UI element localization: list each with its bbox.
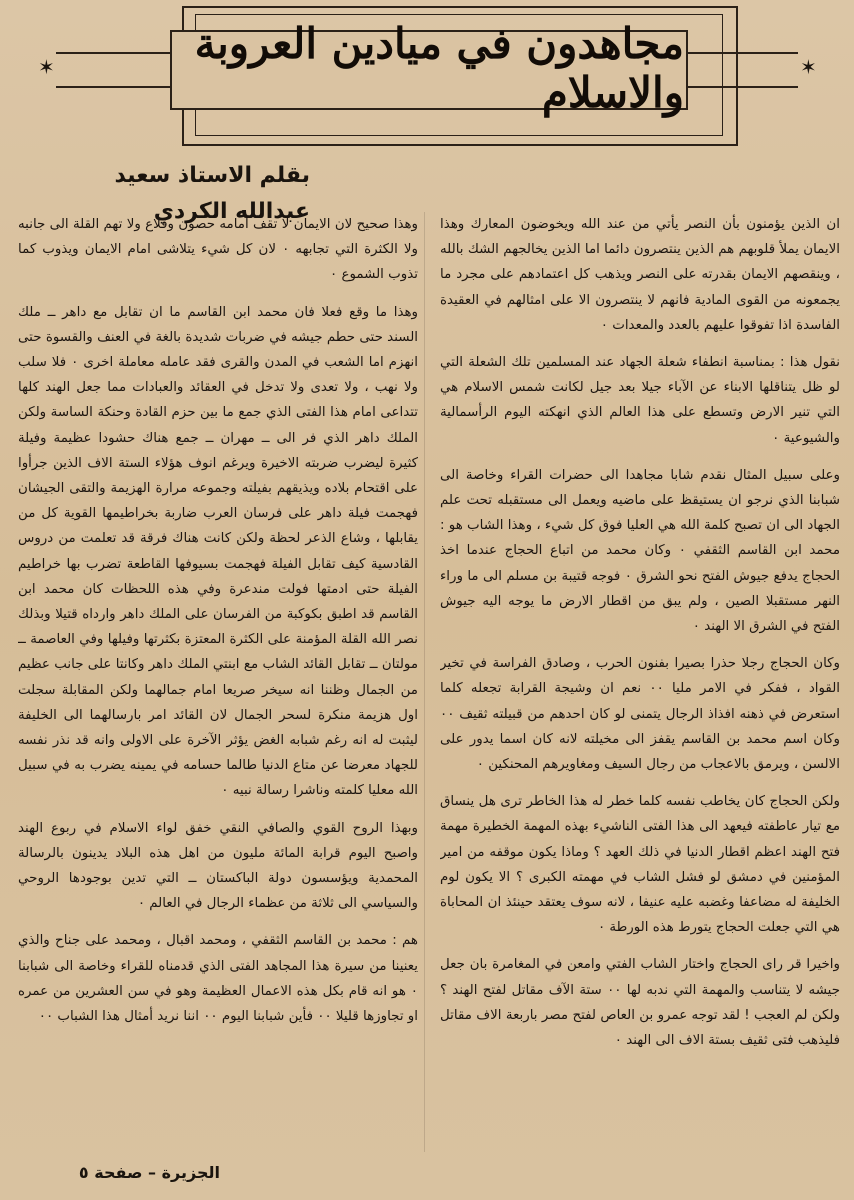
paragraph: وعلى سبيل المثال نقدم شابا مجاهدا الى حضرات القراء وخاصة الى شبابنا الذي نرجو ان يستيقظ على ماضيه ويعمل الى مستقبله تحت علم الجهاد الى ان تصبح كلمة الله هي العليا فوق كل شيء ، وهذا الشاب هو : محمد ابن القاسم الثقفي ٠ وكان محمد من اتباع الحجاج عندما اخذ الحجاج يدفع جيوش الفتح نحو الشرق ٠ فوجه قتيبة بن مسلم الى ما وراء النهر مستقبلا الصين ، ولم يبق من اقطار الارض ما يوجه اليه جيوش الفتح في الشرق الا الهند ٠ [440,467,840,635]
paragraph: واخيرا قر راى الحجاج واختار الشاب الفتي وامعن في المغامرة بان جعل جيشه لا يتناسب والمهمة التي ندبه لها ٠٠ ستة الآف مقاتل لفتح الهند ؟ ولكن لم العجب ! لقد توجه عمرو بن العاص لفتح مصر باربعة الاف مقاتل فليذهب فتى ثقيف بستة الاف الى الهند ٠ [440,957,840,1049]
paragraph: هم : محمد بن القاسم الثقفي ، ومحمد اقبال ، ومحمد على جناح والذي يعنينا من سيرة هذا المجاهد الفتى الذي قدمناه للقراء وخاصة الى شبابنا ٠ هو انه قام بكل هذه الاعمال العظيمة وهو في سن العشرين من عمره او تجاوزها قليلا ٠٠ فأين شبابنا اليوم ٠٠ اننا نريد أمثال هذا الشباب ٠٠ [18,933,418,1025]
paragraph: ان الذين يؤمنون بأن النصر يأتي من عند الله ويخوضون المعارك وهذا الايمان يملأ قلوبهم هم الذين ينتصرون دائما اما الذين يخالجهم الشك بالله ، وينقصهم الايمان بقدرته على النصر ويذهب كل اعتمادهم على مجرد ما يجمعونه من القوى المادية فانهم لا ينتصرون الا على امثالهم في العقيدة الفاسدة اذا تفوقوا عليهم بالعدد والمعدات ٠ [440,217,840,333]
paragraph: وهذا صحيح لان الايمان لا تقف امامه حصون وقلاع ولا تهم القلة الى جانبه ولا الكثرة التي تجابهه ٠ لان كل شيء يتلاشى امام الايمان ويذوب كما تذوب الشموع ٠ [18,217,418,283]
star-ornament-right: ✶ [800,55,817,79]
author-byline: بقلم الاستاذ سعيد عبدالله الكردي [114,163,310,224]
paragraph: وبهذا الروح القوي والصافي النقي خفق لواء الاسلام في ربوع الهند واصبح اليوم قرابة المائة مليون من اهل هذه البلاد يدينون بالرسالة المحمدية ويؤسسون دولة الباكستان ــ التي تدين بوجودها الروحي والسياسي الى ثلاثة من عظماء الرجال في العالم ٠ [18,820,418,912]
paragraph: وهذا ما وقع فعلا فان محمد ابن القاسم ما ان تقابل مع داهر ــ ملك السند حتى حطم جيشه في ضربات شديدة بالغة في العنف والقسوة حتى انهزم اما الشعب في المدن والقرى فقد عامله معاملة اخرى ٠ فلا سلب ولا نهب ، ولا تعدى ولا تدخل في العقائد والعبادات مما جعل الهند كلها تتداعى امام هذا الفتى الذي جمع ما بين حزم القادة وحنكة الساسة ولكن الملك داهر الذي فر الى ــ مهران ــ جمع هناك حشودا عظيمة وفيلة كثيرة ليضرب ضربته الاخيرة ويرغم انوف هؤلاء الستة الاف الذين جرأوا على اقتحام بلاده ويذيقهم بفيلته وجموعه مرارة الهزيمة والتقى الجيشان فهجمت فيلة داهر على فرسان العرب ضاربة بخراطيمها القوية كل من يقابلها ، وشاع الذعر لحظة ولكن كانت هناك فرقة قد تعلمت من دروس القادسية كيف تقابل الفيلة فهجمت بسيوفها القاطعة تضرب بها خراطيم الفيلة حتى ادمتها فولت مندعرة وفي هذه اللحظات كان محمد ابن القاسم قد اطبق بكوكبة من الفرسان على الملك داهر وارداه قتيلا وبذلك نصر الله القلة المؤمنة على الكثرة المعتزة بكثرتها وفيلها وفي العاصمة ــ مولتان ــ تقابل القائد الشاب مع ابنتي الملك داهر وكانتا على جانب عظيم من الجمال وظننا انه سيخر صريعا امام جمالهما ولكن المقابلة سجلت اول هزيمة منكرة لسحر الجمال لان القائد امر بارسالهما الى الخليفة ليثبت له انه رغم شبابه الغض يؤثر الآخرة على الاولى وانه قد نذر نفسه للجهاد معرضا عن متاع الدنيا طالما حسامه في يمينه يضرب به في سبيل الله معليا كلمته وناشرا رسالة نبيه ٠ [18,304,418,799]
paragraph: نقول هذا : بمناسبة انطفاء شعلة الجهاد عند المسلمين تلك الشعلة التي لو ظل يتناقلها الابناء عن الآباء جيلا بعد جيل لكانت شمس الاسلام هي التي تنير الارض وتسطع على هذا العالم الذي انهكته اليوم الرأسمالية والشيوعية ٠ [440,355,840,446]
article-column-left [18,212,418,1162]
article-title: مجاهدون في ميادين العروبة والاسلام [194,19,684,117]
page-folio: الجزيرة – صفحة ٥ [78,1163,220,1182]
paragraph: وكان الحجاج رجلا حذرا بصيرا بفنون الحرب ، وصادق الفراسة في تخير القواد ، ففكر في الامر مليا ٠٠ نعم ان وشيجة القرابة تجعله كلما استعرض في ذهنه افذاذ الرجال يتمنى لو كان احدهم من قبيلته ثقيف ٠٠ وكان اسم محمد بن القاسم يقفز الى مخيلته لانه كان اسما يدور على الالسن ، ويرمق بالاعجاب من رجال السيف ومغاويرهم المحنكين ٠ [440,656,840,773]
star-ornament-left: ✶ [38,55,55,79]
article-column-right [440,212,840,1162]
paragraph: ولكن الحجاج كان يخاطب نفسه كلما خطر له هذا الخاطر ترى هل ينساق مع تيار عاطفته فيعهد الى هذا الفتى الناشيء بهذه المهمة الخطيرة مهمة فتح الهند اعظم اقطار الدنيا في ذلك العهد ؟ وماذا يكون موقفه من امير المؤمنين في دمشق لو فشل الشاب في مهمته الكبرى ؟ الا يكون لوم الخليفة له مضاعفا وغضبه عليه عنيفا ، لانه سوف يعتقد حينئذ ان المحاباة هي التي جعلت الحجاج يتورط هذه الورطة ٠ [440,794,840,936]
column-divider [424,212,425,1152]
